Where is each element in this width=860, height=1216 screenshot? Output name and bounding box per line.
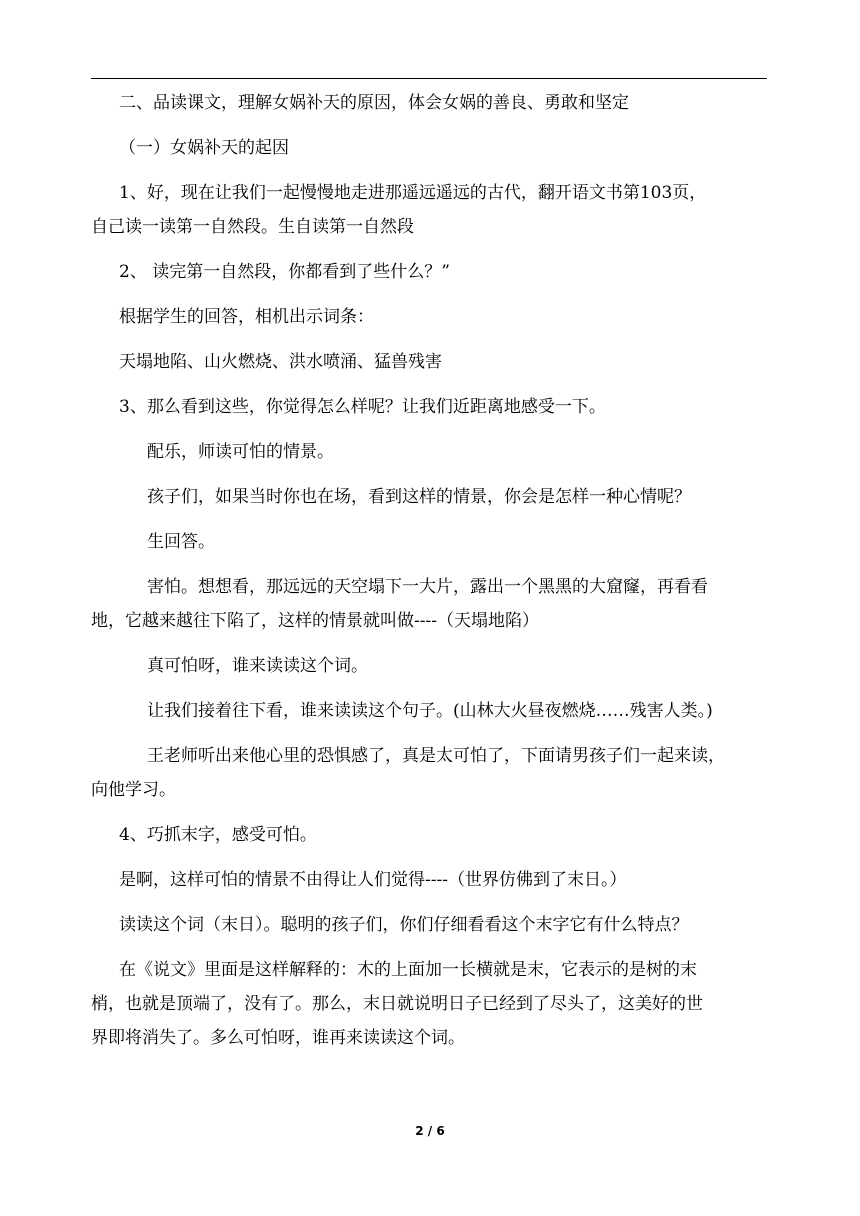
- paragraph-line: 孩子们，如果当时你也在场，看到这样的情景，你会是怎样一种心情呢？: [147, 487, 691, 507]
- paragraph-line: 地，它越来越往下陷了，这样的情景就叫做----（天塌地陷）: [91, 611, 539, 631]
- paragraph-line: 自己读一读第一自然段。生自读第一自然段: [91, 217, 414, 237]
- header-rule: [91, 78, 767, 79]
- page-number: 2 / 6: [415, 1124, 445, 1138]
- paragraph-line: 是啊，这样可怕的情景不由得让人们觉得----（世界仿佛到了末日。）: [119, 870, 627, 890]
- paragraph-line: 梢，也就是顶端了，没有了。那么，末日就说明日子已经到了尽头了，这美好的世: [91, 994, 703, 1014]
- paragraph-line: 害怕。想想看，那远远的天空塌下一大片，露出一个黑黑的大窟窿，再看看: [147, 577, 708, 597]
- paragraph-line: 根据学生的回答，相机出示词条：: [119, 307, 374, 327]
- paragraph-line: 3、那么看到这些，你觉得怎么样呢？让我们近距离地感受一下。: [119, 397, 606, 417]
- paragraph-line: 配乐，师读可怕的情景。: [147, 442, 334, 462]
- paragraph-line: 让我们接着往下看，谁来读读这个句子。(山林大火昼夜燃烧……残害人类。): [147, 701, 713, 721]
- paragraph-line: 4、巧抓末字，感受可怕。: [119, 825, 317, 845]
- paragraph-line: 界即将消失了。多么可怕呀，谁再来读读这个词。: [91, 1028, 465, 1048]
- paragraph-line: 读读这个词（末日）。聪明的孩子们，你们仔细看看这个末字它有什么特点？: [119, 915, 689, 935]
- paragraph-line: 2、 读完第一自然段，你都看到了些什么？”: [119, 262, 450, 282]
- paragraph-line: 1、好，现在让我们一起慢慢地走进那遥远遥远的古代，翻开语文书第103页，: [119, 183, 707, 203]
- word-list-line: 天塌地陷、山火燃烧、洪水喷涌、猛兽残害: [119, 352, 442, 372]
- subsection-heading: （一）女娲补天的起因: [119, 138, 289, 158]
- paragraph-line: 向他学习。: [91, 780, 176, 800]
- section-heading: 二、品读课文，理解女娲补天的原因，体会女娲的善良、勇敢和坚定: [119, 93, 629, 113]
- paragraph-line: 在《说文》里面是这样解释的：木的上面加一长横就是末，它表示的是树的末: [119, 960, 697, 980]
- paragraph-line: 王老师听出来他心里的恐惧感了，真是太可怕了，下面请男孩子们一起来读，: [147, 746, 725, 766]
- paragraph-line: 生回答。: [147, 532, 215, 552]
- document-body: [91, 86, 771, 1055]
- paragraph-line: 真可怕呀，谁来读读这个词。: [147, 656, 368, 676]
